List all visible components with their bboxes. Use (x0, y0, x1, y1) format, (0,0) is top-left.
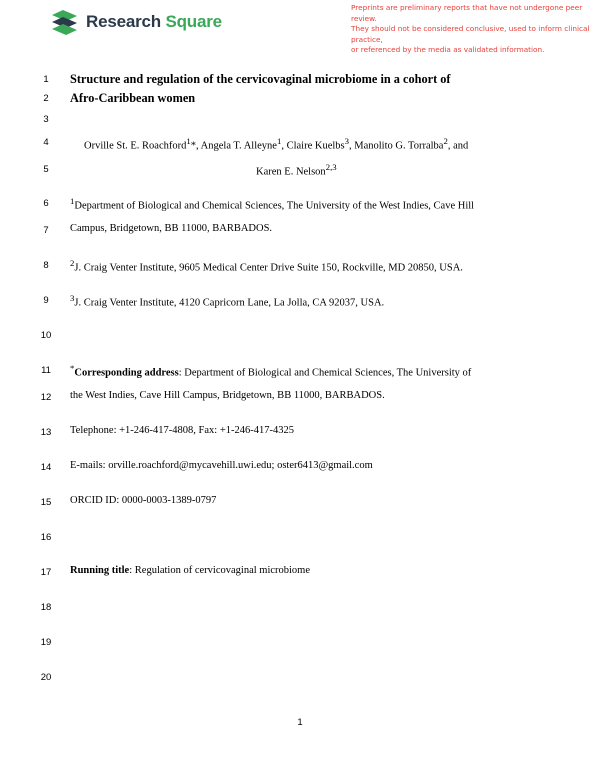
line-number: 16 (40, 532, 52, 543)
line-number: 14 (40, 462, 52, 473)
header-bar (0, 0, 600, 54)
line-number: 17 (40, 567, 52, 578)
affiliation-text: Department of Biological and Chemical Sciences, The University of the West Indies, Cave Hill (74, 200, 475, 212)
author-affiliation-sup: 3 (344, 136, 349, 146)
orcid-id: ORCID ID: 0000-0003-1389-0797 (70, 495, 217, 506)
affiliation-sup: 3 (70, 293, 75, 303)
author-name: , Claire Kuelbs (281, 140, 345, 152)
preprint-notice (351, 3, 596, 56)
page-number: 1 (297, 717, 303, 728)
author-affiliation-sup: 2,3 (325, 162, 337, 172)
running-title-text: : Regulation of cervicovaginal microbiome (129, 565, 311, 576)
line-number: 11 (41, 365, 51, 376)
logo-text-main: Research (86, 12, 161, 31)
affiliation-sup: 1 (70, 196, 75, 206)
research-square-logo-icon (50, 9, 80, 35)
line-number: 8 (43, 260, 49, 271)
corresponding-address (70, 363, 471, 379)
corresponding-address-cont: the West Indies, Cave Hill Campus, Bridgetown, BB 11000, BARBADOS. (70, 390, 385, 401)
affiliation-text: J. Craig Venter Institute, 4120 Capricorn Lane, La Jolla, CA 92037, USA. (74, 297, 385, 309)
affiliation-1-cont: Campus, Bridgetown, BB 11000, BARBADOS. (70, 223, 273, 234)
notice-line: Preprints are preliminary reports that have not undergone peer review. (351, 3, 583, 23)
notice-line: or referenced by the media as validated information. (351, 45, 545, 54)
line-number: 9 (43, 295, 49, 306)
corresponding-mark: * (190, 140, 196, 152)
author-name: Karen E. Nelson (256, 166, 326, 178)
line-number: 15 (40, 497, 52, 508)
author-affiliation-sup: 1 (186, 136, 191, 146)
author-name: , Angela T. Alleyne (195, 140, 277, 152)
line-number: 3 (43, 114, 49, 125)
logo-wordmark (86, 12, 222, 32)
line-number: 5 (43, 164, 49, 175)
author-list (84, 136, 468, 152)
line-number: 12 (40, 392, 52, 403)
line-number: 7 (43, 225, 49, 236)
line-number: 6 (43, 198, 49, 209)
telephone-fax: Telephone: +1-246-417-4808, Fax: +1-246-417-4325 (70, 425, 294, 436)
notice-line: They should not be considered conclusive, used to inform clinical practice, (351, 24, 590, 44)
paper-title-line: Afro-Caribbean women (70, 91, 196, 105)
affiliation-text: J. Craig Venter Institute, 9605 Medical Center Drive Suite 150, Rockville, MD 20850, USA. (74, 262, 463, 274)
corresponding-text: : Department of Biological and Chemical Sciences, The University of (178, 367, 472, 379)
author-name: Orville St. E. Roachford (84, 140, 187, 152)
line-number: 18 (40, 602, 52, 613)
author-conjunction: , and (447, 140, 469, 152)
affiliation-2 (70, 258, 463, 274)
research-square-logo[interactable] (50, 9, 222, 35)
affiliation-3 (70, 293, 384, 309)
paper-title-line: Structure and regulation of the cervicovaginal microbiome in a cohort of (70, 72, 451, 86)
line-number: 20 (40, 672, 52, 683)
running-title-label: Running title (70, 565, 130, 576)
author-list-line2 (256, 162, 337, 178)
line-number: 1 (43, 74, 49, 85)
line-number: 4 (43, 137, 49, 148)
line-number: 19 (40, 637, 52, 648)
line-number: 10 (40, 330, 52, 341)
running-title (70, 565, 310, 576)
author-name: , Manolito G. Torralba (349, 140, 444, 152)
affiliation-sup: 2 (70, 258, 75, 268)
corresponding-mark: * (70, 363, 75, 373)
email-addresses[interactable]: E-mails: orville.roachford@mycavehill.uwi.edu; oster6413@gmail.com (70, 460, 373, 471)
logo-text-accent: Square (165, 12, 222, 31)
affiliation-1 (70, 196, 474, 212)
line-number: 2 (43, 93, 49, 104)
author-affiliation-sup: 1 (276, 136, 282, 146)
corresponding-label: Corresponding address (74, 367, 179, 379)
line-number: 13 (40, 427, 52, 438)
author-affiliation-sup: 2 (443, 136, 448, 146)
